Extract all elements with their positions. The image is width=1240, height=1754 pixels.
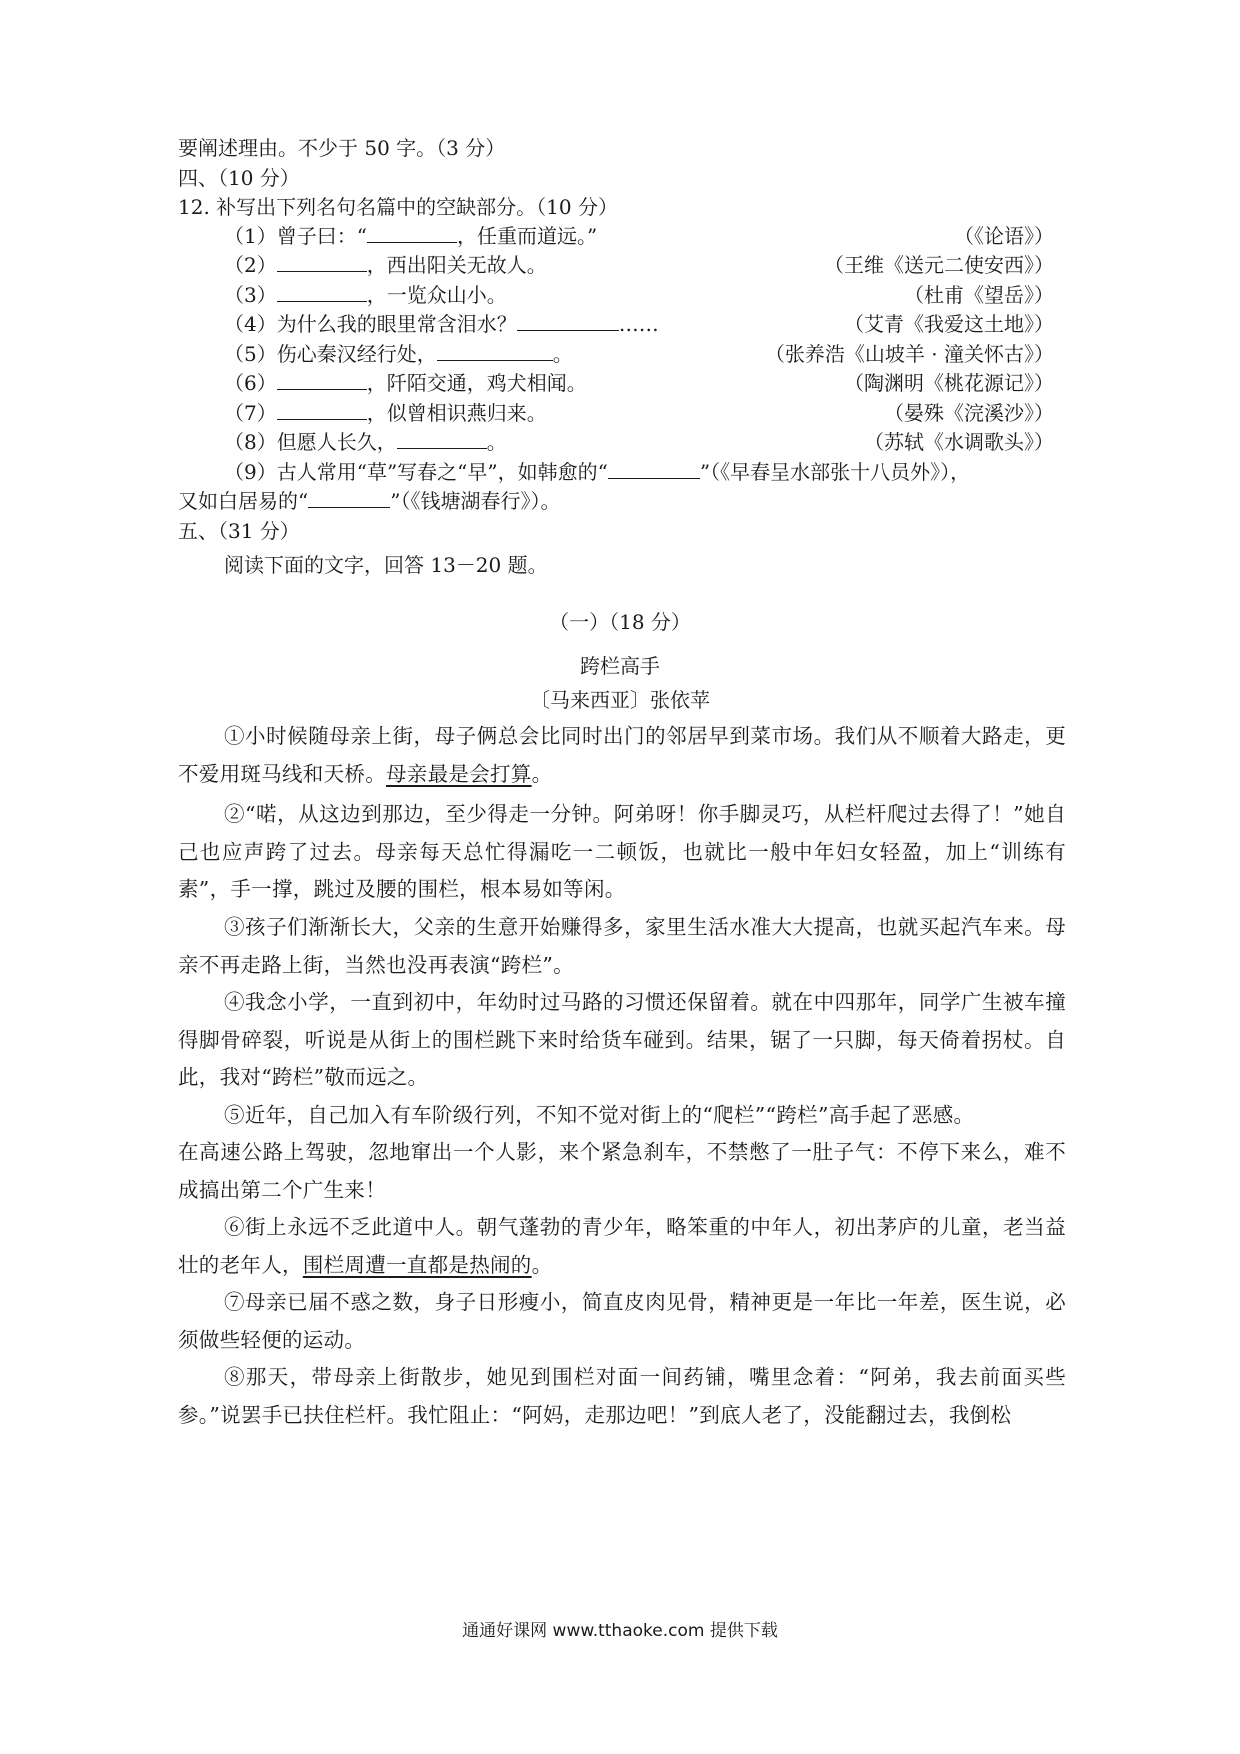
q5-line [224, 342, 573, 366]
q1-suffix: ，任重而道远。” [456, 224, 598, 248]
q9-line-2 [178, 489, 560, 513]
paragraph-6-text: ⑥街上永远不乏此道中人。朝气蓬勃的青少年，略笨重的中年人，初出茅庐的儿童，老当益壮的老年人， [178, 1215, 1066, 1277]
paragraph-1-underlined: 母亲最是会打算 [386, 761, 532, 786]
section-four-heading: 四、（10 分） [178, 166, 300, 190]
q9-line [224, 460, 970, 484]
q5-blank [437, 342, 553, 361]
paragraph-6-underlined: 围栏周遭一直都是热闹的 [302, 1252, 532, 1277]
q5-source: （张养浩《山坡羊 · 潼关怀古》） [764, 342, 1054, 366]
q5-suffix: 。 [552, 342, 573, 366]
q8-line [224, 430, 507, 454]
q4-blank [517, 312, 619, 331]
q9-prefix-2: 又如白居易的“ [178, 489, 309, 513]
q3-blank [277, 283, 367, 302]
paragraph-3: ③孩子们渐渐长大，父亲的生意开始赚得多，家里生活水准大大提高，也就买起汽车来。母亲不再走路上街，当然也没再表演“跨栏”。 [178, 915, 1066, 977]
article-section-label: （一）（18 分） [549, 610, 691, 634]
q2-source: （王维《送元二使安西》） [824, 253, 1054, 277]
q7-source: （晏殊《浣溪沙》） [884, 401, 1054, 425]
paragraph-1-text: ①小时候随母亲上街，母子俩总会比同时出门的邻居早到菜市场。我们从不顺着大路走，更不爱用斑马线和天桥。 [178, 724, 1066, 786]
paragraph-2: ②“喏，从这边到那边，至少得走一分钟。阿弟呀！你手脚灵巧，从栏杆爬过去得了！”她自己也应声跨了过去。母亲每天总忙得漏吃一二顿饭，也就比一般中年妇女轻盈，加上“训练有素”，手一撑，跳过及腰的围栏，根本易如等闲。 [178, 802, 1066, 901]
article-author: 〔马来西亚〕张依苹 [530, 688, 710, 712]
q7-blank [277, 401, 367, 420]
q7-line [224, 401, 547, 425]
paragraph-6-end: 。 [531, 1252, 553, 1277]
q4-line [224, 312, 659, 336]
article-title: 跨栏高手 [580, 654, 660, 678]
paragraph-6 [178, 1209, 1066, 1284]
line-reason: 要阐述理由。不少于 50 字。（3 分） [178, 136, 506, 160]
q6-suffix: ，阡陌交通，鸡犬相闻。 [366, 371, 587, 395]
paragraph-5: ⑤近年，自己加入有车阶级行列，不知不觉对街上的“爬栏”“跨栏”高手起了恶感。 [224, 1103, 975, 1127]
page-footer: 通通好课网 www.tthaoke.com 提供下载 [462, 1621, 778, 1641]
q2-suffix: ，西出阳关无故人。 [366, 253, 547, 277]
q1-blank [367, 224, 457, 243]
q3-line [224, 283, 507, 307]
q4-suffix: …… [618, 312, 659, 336]
q3-source: （杜甫《望岳》） [904, 283, 1054, 307]
q2-prefix: （2） [224, 253, 277, 277]
q1-prefix: （1）曾子曰：“ [224, 224, 367, 248]
q3-prefix: （3） [224, 283, 277, 307]
q8-source: （苏轼《水调歌头》） [864, 430, 1054, 454]
paragraph-1-end: 。 [531, 761, 553, 786]
q7-prefix: （7） [224, 401, 277, 425]
q6-source: （陶渊明《桃花源记》） [844, 371, 1054, 395]
section-five-heading: 五、（31 分） [178, 519, 300, 543]
q9-prefix: （9）古人常用“草”写春之“早”，如韩愈的“ [224, 460, 608, 484]
q6-blank [277, 371, 367, 390]
q9-mid: ”（《早春呈水部张十八员外》）， [699, 460, 971, 484]
q6-line [224, 371, 587, 395]
q3-suffix: ，一览众山小。 [366, 283, 507, 307]
q9-end: ”（《钱塘湖春行》）。 [390, 489, 561, 513]
q6-prefix: （6） [224, 371, 277, 395]
q8-prefix: （8）但愿人长久， [224, 430, 397, 454]
question-12-stem: 12. 补写出下列名句名篇中的空缺部分。（10 分） [178, 195, 618, 219]
q9-blank-1 [608, 460, 700, 479]
q4-prefix: （4）为什么我的眼里常含泪水？ [224, 312, 517, 336]
reading-instruction: 阅读下面的文字，回答 13－20 题。 [224, 553, 548, 577]
q7-suffix: ，似曾相识燕归来。 [366, 401, 547, 425]
q8-suffix: 。 [486, 430, 507, 454]
paragraph-1 [178, 718, 1066, 793]
paragraph-4: ④我念小学，一直到初中，年幼时过马路的习惯还保留着。就在中四那年，同学广生被车撞得脚骨碎裂，听说是从街上的围栏跳下来时给货车碰到。结果，锯了一只脚，每天倚着拐杖。自此，我对“跨栏”敬而远之。 [178, 990, 1066, 1089]
q1-source: （《论语》） [954, 224, 1054, 248]
paragraph-5-continued: 在高速公路上驾驶，忽地窜出一个人影，来个紧急刹车，不禁憋了一肚子气：不停下来么，难不成搞出第二个广生来！ [178, 1140, 1066, 1202]
q5-prefix: （5）伤心秦汉经行处， [224, 342, 437, 366]
q2-blank [277, 253, 367, 272]
q4-source: （艾青《我爱这土地》） [844, 312, 1054, 336]
q2-line [224, 253, 547, 277]
paragraph-7: ⑦母亲已届不惑之数，身子日形瘦小，简直皮肉见骨，精神更是一年比一年差，医生说，必须做些轻便的运动。 [178, 1290, 1066, 1352]
q1-line [224, 224, 597, 248]
q8-blank [397, 430, 487, 449]
paragraph-8: ⑧那天，带母亲上街散步，她见到围栏对面一间药铺，嘴里念着：“阿弟，我去前面买些参。”说罢手已扶住栏杆。我忙阻止：“阿妈，走那边吧！”到底人老了，没能翻过去，我倒松 [178, 1365, 1066, 1427]
q9-blank-2 [308, 489, 390, 508]
